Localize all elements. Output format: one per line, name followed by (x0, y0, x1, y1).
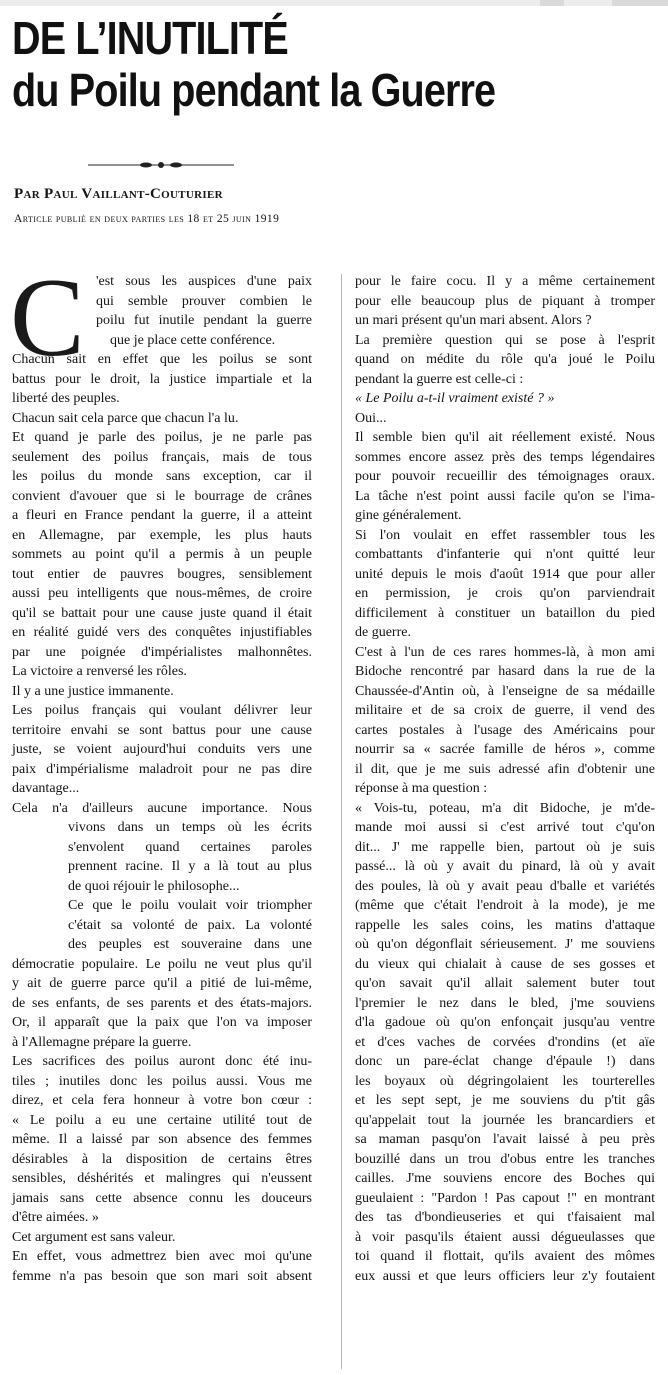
text-line: quand on médite du rôle qu'a joué le Poilu (355, 352, 655, 367)
text-line: des poules, là où y avait peau d'balle et variétés (355, 878, 655, 894)
author-byline: Par Paul Vaillant-Couturier (14, 186, 223, 202)
text-line: pour pouvoir recueillir des témoignages oraux. (355, 469, 655, 484)
text-line: gueulaient : "Pardon ! Pas capout !" en montrant (355, 1190, 655, 1206)
text-line: nourrir sa « sacrée famille de héros », comme (355, 742, 655, 757)
text-line: réponse à ma question : (355, 781, 488, 796)
text-line: s'envolent quand certaines paroles (68, 839, 312, 855)
text-line: eux aussi et que leurs officiers leur z'y foutaient (355, 1268, 655, 1284)
text-line: Bidoche rencontré par hasard dans la rue de la (355, 664, 655, 679)
text-line: de ses enfants, de ses parents et des états-majors. (12, 995, 312, 1011)
text-line: « Le Poilu a-t-il vraiment existé ? » (355, 391, 555, 406)
text-line: mande moi aussi si c'est arrivé tout c'qu'on (355, 820, 655, 835)
text-line: jamais sans cette absence connu les douceurs (12, 1190, 312, 1206)
text-line: démocratie populaire. Le poilu ne veut plus qu'il (12, 956, 312, 972)
text-line: par une poignée d'impérialistes malhonnêtes. (12, 644, 312, 660)
text-line: Cet argument est sans valeur. (12, 1229, 176, 1245)
text-line: en permission, je crois qu'on parviendrait (355, 586, 655, 601)
text-line: prennent racine. Il y a là tout au plus (68, 859, 312, 874)
text-line: combattants d'infanterie qui n'ont quitté leur (355, 547, 655, 562)
text-line: Cela n'a d'ailleurs aucune importance. Nous (12, 800, 312, 816)
text-line: femme n'a pas besoin que son mari soit absent (12, 1268, 312, 1284)
article-column-left (12, 272, 312, 1286)
text-line: c'était sa volonté de paix. La volonté (68, 917, 312, 933)
text-line: aussi peu intelligents que nous-mêmes, de croire (12, 586, 312, 601)
text-line: dit... J' me rappelle bien, partout où je suis (355, 839, 655, 855)
text-line: liberté des peuples. (12, 391, 120, 406)
text-line: pour le faire cocu. Il y a même certainement (355, 274, 655, 289)
text-line: La tâche n'est point aussi facile qu'on se l'ima- (355, 488, 655, 504)
text-line: à voir pasqu'ils étaient aussi dégueulasses que (355, 1229, 655, 1245)
text-line: battus pour le droit, la justice impartiale et la (12, 371, 312, 387)
text-line: toi quand il flottait, qu'ils avaient des mômes (355, 1249, 655, 1264)
text-line: sommes encore assez près des temps légendaires (355, 449, 655, 465)
text-line: convient d'avouer que si le bourrage de crânes (12, 488, 312, 504)
text-line: Chacun sait en effet que les poilus se sont (12, 352, 312, 367)
article-title (12, 12, 571, 116)
text-line: d'être aimées. » (12, 1210, 99, 1225)
top-edge-bar (0, 0, 668, 6)
text-line: Il y a une justice immanente. (12, 683, 174, 699)
text-line: Et quand je parle des poilus, je ne parle pas (12, 430, 312, 445)
text-line: où qu'on dégonflait sérieusement. J' me souviens (355, 937, 655, 952)
text-line: « Vois-tu, poteau, m'a dit Bidoche, je m'de- (355, 800, 655, 816)
text-line: « Le poilu a eu une certaine utilité tout de (12, 1112, 312, 1128)
text-line: et d'ces vaches de corvées d'rondins (et aïe (355, 1034, 655, 1050)
text-line: Chacun sait cela parce que chacun l'a lu. (12, 410, 239, 426)
text-line: les boyaux où dégringolaient les tourterelles (355, 1073, 655, 1089)
text-line: sommets au point qu'il a permis à un peuple (12, 547, 312, 562)
column-divider (341, 274, 342, 1369)
text-line: que je place cette conférence. (110, 332, 276, 348)
text-line: gine généralement. (355, 508, 462, 523)
text-line: tout entier de pauvres bougres, sensiblement (12, 566, 312, 582)
text-line: cailles. J'me souviens encore des Boches qui (355, 1171, 655, 1186)
decorative-rule (88, 160, 234, 170)
text-line: La victoire a renversé les rôles. (12, 664, 187, 679)
text-line: Les sacrifices des poilus auront donc été inu- (12, 1054, 312, 1069)
text-line: donc un pare-éclat change d'épaule !) dans (355, 1054, 655, 1069)
text-line: y ait de guerre parce qu'il a pitié de lui-même, (12, 976, 312, 991)
text-line: qui semble prouver combien le (96, 293, 312, 309)
text-line: du vieux qui chialait à cause de ses gosses et (355, 956, 655, 972)
text-line: en réalité guidé vers des conquêtes injustifiables (12, 625, 312, 640)
text-line: paix d'impérialisme maladroit pour ne pas dire (12, 761, 312, 777)
text-line: il dit, que je me suis adressé afin d'obtenir une (355, 761, 655, 777)
text-line: bouzillé dans un trou d'obus entre les tranches (355, 1151, 655, 1167)
publication-note: Article publié en deux parties les 18 et 25 juin 1919 (14, 213, 280, 225)
text-line: cartes postales à l'usage des Américains pour (355, 722, 655, 738)
title-line-2: du Poilu pendant la Guerre (12, 64, 496, 116)
text-line: de quoi réjouir le philosophe... (68, 878, 240, 894)
text-line: En effet, vous admettrez bien avec moi qu'une (12, 1249, 312, 1264)
text-line: pour elle beaucoup plus de piquant à tromper (355, 293, 655, 309)
text-line: en Allemagne, par exemple, les plus hauts (12, 527, 312, 543)
text-line: davantage... (12, 781, 80, 796)
text-line: les poilus du monde sans exception, car il (12, 469, 312, 484)
text-line: vivons dans un temps où les écrits (68, 820, 312, 835)
text-line: rappelle les sales coins, les matins d'attaque (355, 917, 655, 933)
text-line: direz, et cela fera honneur à votre bon cœur : (12, 1093, 312, 1108)
text-line: sensibles, déshérités et malingres qui n'eussent (12, 1171, 312, 1186)
text-line: Si l'on voulait en effet rassembler tous les (355, 527, 655, 543)
text-line: 'est sous les auspices d'une paix (96, 274, 312, 289)
text-line: C'est à l'un de ces rares hommes-là, à mon ami (355, 644, 655, 660)
text-line: passé... là où y avait du pinard, là où y avait (355, 859, 655, 874)
text-line: qu'il se battait pour une cause juste quand il était (12, 605, 312, 621)
text-line: un mari présent qu'un mari absent. Alors ? (355, 313, 592, 328)
drop-cap: C (10, 256, 85, 380)
text-line: unité depuis le mois d'août 1914 que pour aller (355, 566, 655, 582)
text-line: Or, il apparaît que la paix que l'on va imposer (12, 1015, 312, 1030)
text-line: à l'Allemagne prépare la guerre. (12, 1034, 192, 1050)
text-line: des tas d'bondieuseries et qui t'faisaient mal (355, 1210, 655, 1225)
text-line: poilu fut inutile pendant la guerre (96, 313, 312, 328)
article-column-right (355, 272, 655, 1286)
text-line: même. Il a laissé par son absence des femmes (12, 1132, 312, 1147)
text-line: qu'on savait qu'il allait salement buter tout (355, 976, 655, 991)
text-line: sa maman pasqu'on l'avait laissé à peu près (355, 1132, 655, 1147)
text-line: difficilement à constituer un bataillon du pied (355, 605, 655, 621)
text-line: des peuples est souveraine dans une (68, 937, 312, 952)
text-line: Oui... (355, 410, 387, 426)
text-line: Ce que le poilu voulait voir triompher (68, 898, 312, 913)
text-line: tiles ; inutiles donc les poilus aussi. Vous me (12, 1073, 312, 1089)
text-line: d'la gadoue où qu'on enfonçait jusqu'au ventre (355, 1015, 655, 1030)
text-line: (même que c'était l'endroit à la mode), je me (355, 898, 655, 913)
text-line: l'premier le nez dans le bled, j'me souviens (355, 995, 655, 1011)
text-line: et les sept sept, je me souviens du p'tit gâs (355, 1093, 655, 1108)
title-line-1: DE L’INUTILITÉ (12, 12, 288, 64)
text-line: pendant la guerre est celle-ci : (355, 371, 524, 387)
text-line: Il semble bien qu'il ait réellement existé. Nous (355, 430, 655, 445)
text-line: désirables à la disposition de certains êtres (12, 1151, 312, 1167)
text-line: Chaussée-d'Antin où, à l'enseigne de sa médaille (355, 683, 655, 699)
text-line: La première question qui se pose à l'esprit (355, 332, 655, 348)
text-line: a fleuri en France pendant la guerre, il a atteint (12, 508, 312, 523)
text-line: militaire et de sa croix de guerre, il vend des (355, 703, 655, 718)
text-line: seulement des poilus français, mais de tous (12, 449, 312, 465)
text-line: Les poilus français qui voulant délivrer leur (12, 703, 312, 718)
text-line: juste, se voient aujourd'hui conduits vers une (12, 742, 312, 757)
text-line: de guerre. (355, 625, 411, 640)
text-line: qu'appelait tout la journée les brancardiers et (355, 1112, 655, 1128)
text-line: territoire envahi se sont battus pour une cause (12, 722, 312, 738)
